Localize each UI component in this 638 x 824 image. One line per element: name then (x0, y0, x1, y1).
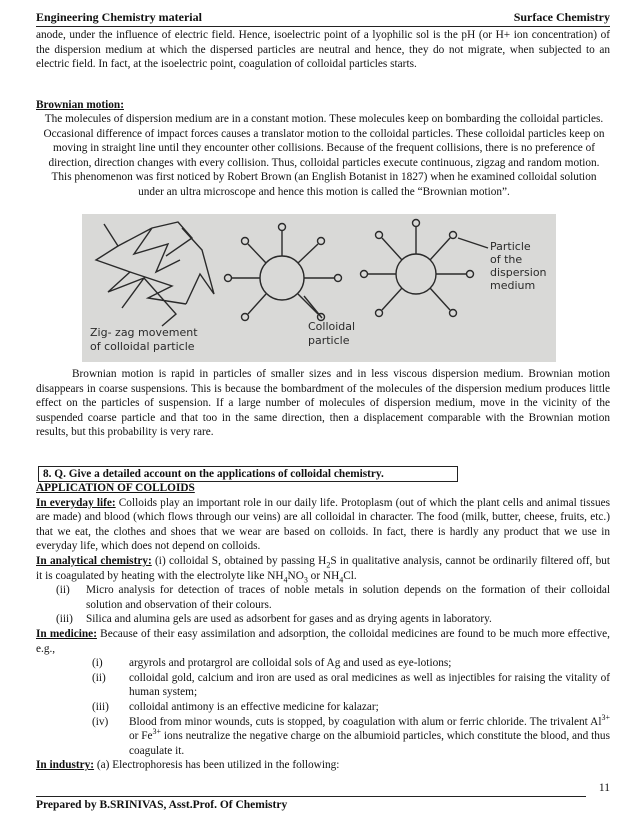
label-colloidal-line2: particle (308, 334, 350, 347)
label-zigzag-line1: Zig- zag movement (90, 326, 198, 339)
industry-title: In industry: (36, 759, 95, 772)
analytical-item-text: Silica and alumina gels are used as adsorbent for gases and as drying agents in laboratory. (86, 613, 492, 626)
industry-paragraph (36, 758, 610, 773)
question-box: 8. Q. Give a detailed account on the applications of colloidal chemistry. (38, 466, 458, 482)
brownian-paragraph-2: Brownian motion is rapid in particles of smaller sizes and in less viscous dispersion medium. Brownian motion disappears in coarse suspensions. This is because the bombardment of the molecules of the dispersion medium produces little effect on the particles of suspension. If a large number of molecules of dispersion medium, move in the vicinity of the suspended coarse particle and that too in the same direction, then a displacement comparable with the Brownian motion results, but this probability is very rare. (36, 368, 610, 439)
label-colloidal-line1: Colloidal (308, 320, 356, 333)
analytical-paragraph (36, 554, 610, 583)
medicine-item (36, 671, 610, 700)
superscript-3plus-a: 3+ (601, 712, 610, 722)
medicine-title: In medicine: (36, 627, 97, 640)
analytical-item-text: Micro analysis for detection of traces of noble metals in solution depends on the formation of their colloidal solution and observation of their colours. (86, 584, 610, 611)
medicine-item (36, 700, 610, 715)
subscript-4a: 4 (283, 574, 288, 584)
medicine-paragraph (36, 627, 610, 656)
medicine-item-text: colloidal gold, calcium and iron are used as oral medicines as well as injectibles for raising the vitality of human system; (129, 671, 610, 699)
brownian-text: The molecules of dispersion medium are in a constant motion. These molecules keep on bombarding the colloidal particles. Occasional difference of impact forces causes a translator motion to the colloidal particles. These colloidal particles keep on moving in straight line until they encounter other collisions. Because of the frequent collisions, there is no preference of direction, direction changes with every collision. Thus, colloidal particles execute continuous, zigzag and random motion. This phenomenon was first noticed by Robert Brown (an English Botanist in 1827) when he examined colloidal solution under an ultra microscope and hence this motion is called the “Brownian motion”. (43, 113, 605, 198)
header-left-title: Engineering Chemistry material (36, 10, 202, 24)
medicine-text: Because of their easy assimilation and adsorption, the colloidal medicines are found to be much more effective, e.g., (36, 627, 610, 655)
medicine-item (36, 712, 610, 759)
medicine-iv-text-b: or Fe (129, 730, 153, 743)
medicine-item-number: (iii) (92, 700, 109, 713)
label-particle-line1: Particle (490, 240, 531, 253)
subscript-4b: 4 (339, 574, 344, 584)
brownian-motion-figure (82, 214, 556, 362)
label-particle-line2: of the (490, 253, 523, 266)
page-header (36, 10, 610, 27)
subscript-3: 3 (303, 574, 308, 584)
medicine-item (36, 656, 610, 671)
analytical-text-c: NO (287, 569, 304, 582)
analytical-title: In analytical chemistry: (36, 554, 152, 567)
label-particle-line4: medium (490, 279, 536, 292)
analytical-item-number: (iii) (56, 613, 73, 626)
medicine-item-number: (i) (92, 657, 103, 670)
label-zigzag-line2: of colloidal particle (90, 340, 195, 353)
medicine-item-number: (ii) (92, 671, 106, 684)
page-footer: Prepared by B.SRINIVAS, Asst.Prof. Of Chemistry (36, 799, 288, 811)
medicine-item-number: (iv) (92, 715, 109, 728)
medicine-iv-text-a: Blood from minor wounds, cuts is stopped, by coagulation with alum or ferric chloride. The trivalent Al (129, 715, 602, 728)
brownian-diagram (82, 214, 556, 362)
medicine-iv-text-c: ions neutralize the negative charge on the albumioid particles, which constitute the blood, and thus coagulate it. (129, 730, 610, 757)
analytical-text-d: or NH (307, 569, 340, 582)
analytical-text-a: (i) colloidal S, obtained by passing H (151, 554, 327, 567)
applications-section (36, 481, 610, 773)
footer-divider (36, 796, 586, 797)
superscript-3plus-b: 3+ (152, 727, 162, 737)
subscript-2: 2 (326, 560, 331, 570)
analytical-text-b: S in qualitative analysis, cannot be ordinarily filtered off, but it is coagulated by heating with the electrolyte like NH (36, 554, 611, 582)
everyday-life-title: In everyday life: (36, 496, 116, 509)
header-right-title: Surface Chemistry (513, 10, 610, 24)
medicine-item-text: argyrols and protargrol are colloidal sols of Ag and used as eye-lotions; (129, 657, 452, 670)
intro-paragraph: anode, under the influence of electric field. Hence, isoelectric point of a lyophilic sol is the pH (or H+ ion concentration) of the dispersion medium at which the dispersed particles are neutral and hence, they do not migrate, when subjected to an electric field. In fact, at the isoelectric point, coagulation of colloidal particles starts. (36, 29, 610, 71)
brownian-heading: Brownian motion: (36, 99, 124, 111)
brownian-section (36, 98, 610, 113)
analytical-text-e: Cl. (343, 569, 357, 582)
applications-heading: APPLICATION OF COLLOIDS (36, 482, 195, 494)
medicine-item-text: colloidal antimony is an effective medicine for kalazar; (129, 700, 379, 713)
analytical-item-number: (ii) (56, 584, 70, 597)
page-number: 11 (598, 782, 610, 794)
everyday-life-text: Colloids play an important role in our daily life. Protoplasm (out of which the plant cells and animal tissues are made) and blood (which flows through our veins) are all colloidal in character. The food (milk, butter, cheese, fruits, etc.) that we eat, the clothes and shoes that we wear are based on colloids. In fact, there is hardly any product that we use in everyday life, which does not depend on colloids. (36, 496, 611, 553)
label-particle-line3: dispersion (490, 266, 547, 279)
everyday-life-paragraph (36, 496, 610, 554)
industry-text: (a) Electrophoresis has been utilized in the following: (94, 759, 340, 772)
analytical-item (36, 583, 610, 612)
analytical-item (36, 612, 610, 627)
